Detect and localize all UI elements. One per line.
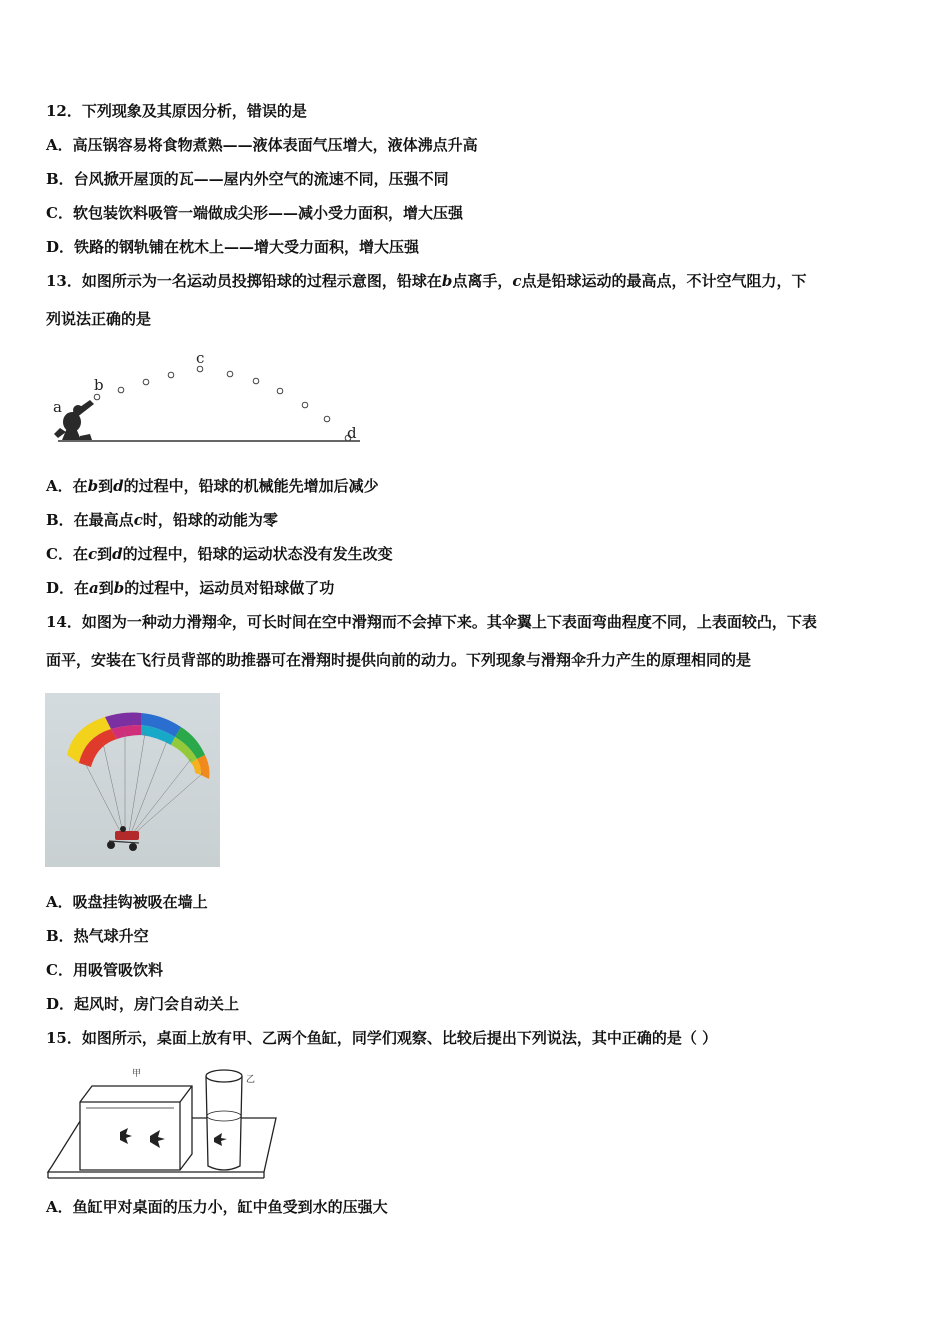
question-15-option-a[interactable]: A．鱼缸甲对桌面的压力小，缸中鱼受到水的压强大 [46, 1198, 388, 1216]
question-13-option-d[interactable]: D．在a到b的过程中，运动员对铅球做了功 [46, 579, 335, 597]
trajectory-ball [227, 371, 233, 377]
question-14-stem-line2: 面平，安装在飞行员背部的助推器可在滑翔时提供向前的动力。下列现象与滑翔伞升力产生的原理相同的是 [46, 651, 752, 669]
label-d: d [347, 424, 357, 442]
trajectory-ball [302, 402, 308, 408]
tank-jia [80, 1086, 192, 1170]
question-13-option-b[interactable]: B．在最高点c时，铅球的动能为零 [46, 511, 278, 529]
trajectory-ball [197, 366, 203, 372]
question-13-option-c[interactable]: C．在c到d的过程中，铅球的运动状态没有发生改变 [46, 545, 393, 563]
shot-put-trajectory-figure [50, 348, 370, 450]
trajectory-ball [94, 394, 100, 400]
label-yi: 乙 [246, 1075, 256, 1085]
trajectory-ball [168, 372, 174, 378]
question-14-option-d[interactable]: D．起风时，房门会自动关上 [46, 995, 240, 1013]
question-13-stem-line2: 列说法正确的是 [46, 310, 152, 328]
label-a: a [53, 398, 62, 416]
fish-tanks-figure [46, 1062, 280, 1186]
question-12-option-b[interactable]: B．台风掀开屋顶的瓦——屋内外空气的流速不同，压强不同 [46, 170, 449, 188]
question-12-option-a[interactable]: A．高压锅容易将食物煮熟——液体表面气压增大，液体沸点升高 [46, 136, 478, 154]
trajectory-ball [253, 378, 259, 384]
question-14-stem-line1: 14．如图为一种动力滑翔伞，可长时间在空中滑翔而不会掉下来。其伞翼上下表面弯曲程度不同，上表面较凸，下表 [46, 613, 817, 631]
question-13-option-a[interactable]: A．在b到d的过程中，铅球的机械能先增加后减少 [46, 477, 379, 495]
question-12-option-c[interactable]: C．软包装饮料吸管一端做成尖形——减小受力面积，增大压强 [46, 204, 463, 222]
trajectory-ball [277, 388, 283, 394]
trajectory-ball [143, 379, 149, 385]
question-12-option-d[interactable]: D．铁路的钢轨铺在枕木上——增大受力面积，增大压强 [46, 238, 420, 256]
label-jia: 甲 [132, 1069, 142, 1079]
paraglider-photo [45, 693, 220, 867]
question-14-option-c[interactable]: C．用吸管吸饮料 [46, 961, 163, 979]
label-b: b [94, 376, 104, 394]
question-13-stem-line1: 13．如图所示为一名运动员投掷铅球的过程示意图，铅球在b点离手，c点是铅球运动的最高点，不计空气阻力，下 [46, 272, 807, 290]
question-15-stem: 15．如图所示，桌面上放有甲、乙两个鱼缸，同学们观察、比较后提出下列说法，其中正确的是（ ） [46, 1029, 718, 1047]
question-14-option-a[interactable]: A．吸盘挂钩被吸在墙上 [46, 893, 208, 911]
question-14-option-b[interactable]: B．热气球升空 [46, 927, 149, 945]
label-c: c [196, 349, 205, 367]
tank-yi [206, 1070, 242, 1170]
trajectory-ball [118, 387, 124, 393]
question-12-stem: 12．下列现象及其原因分析，错误的是 [46, 102, 307, 120]
trajectory-ball [324, 416, 330, 422]
